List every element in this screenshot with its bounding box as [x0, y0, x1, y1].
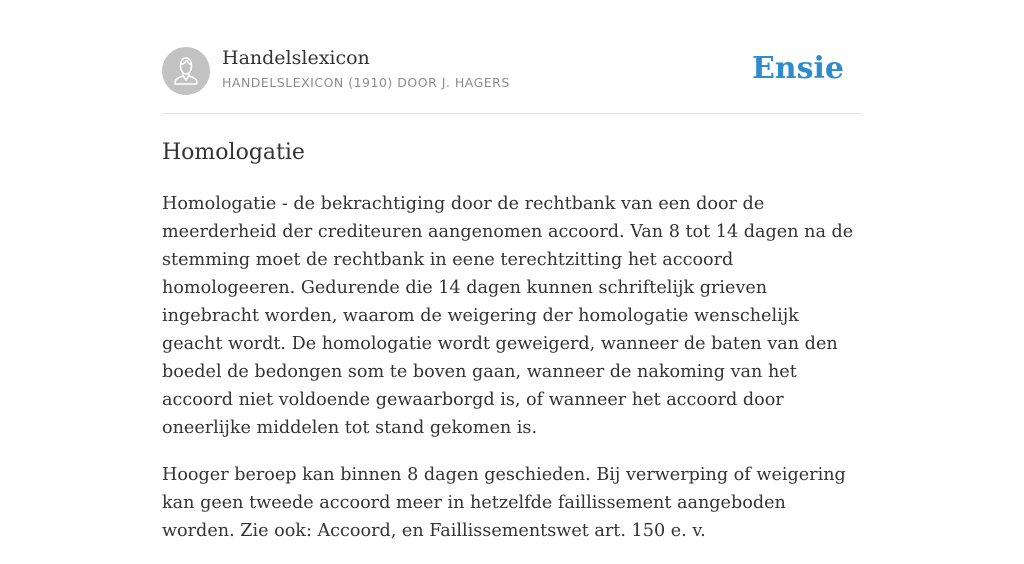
- user-silhouette-icon: [162, 47, 210, 95]
- author-name[interactable]: Handelslexicon: [222, 47, 370, 69]
- author-subtitle: HANDELSLEXICON (1910) DOOR J. HAGERS: [222, 75, 510, 90]
- author-avatar[interactable]: [162, 47, 210, 95]
- article-header: [162, 0, 862, 114]
- article-paragraph: Hooger beroep kan binnen 8 dagen geschieden. Bij verwerping of weigering kan geen tweede accoord meer in hetzelfde faillissement aangeboden worden. Zie ook: Accoord, en Faillissementswet art. 150 e. v.: [162, 465, 846, 541]
- article-body: [162, 190, 864, 564]
- ensie-logo[interactable]: Ensie: [751, 51, 844, 86]
- article-paragraph: Homologatie - de bekrachtiging door de rechtbank van een door de meerderheid der crediteuren aangenomen accoord. Van 8 tot 14 dagen na de stemming moet de rechtbank in eene terechtzitting het accoord homologeeren. Gedurende die 14 dagen kunnen schriftelijk grieven ingebracht worden, waarom de weigering der homologatie wenschelijk geacht wordt. De homologatie wordt geweigerd, wanneer de baten van den boedel de bedongen som te boven gaan, wanneer de nakoming van het accoord niet voldoende gewaarborgd is, of wanneer het accoord door oneerlijke middelen tot stand gekomen is.: [162, 194, 854, 438]
- article-container: [162, 0, 862, 541]
- article-title: Homologatie: [162, 140, 305, 165]
